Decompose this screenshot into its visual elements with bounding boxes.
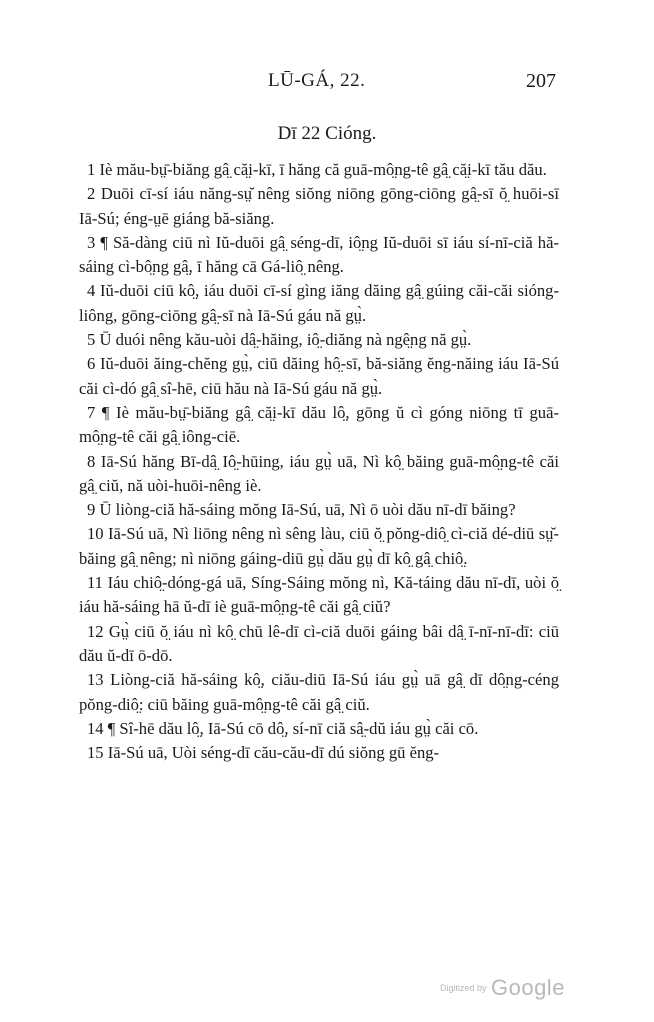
verse-14: 14 ¶ Sî-hē dău lô̤, Iā-Sú cō dô̤, sí-nī ciă sâ̤-dŭ iáu gṳ̀ căi cō.: [87, 718, 479, 738]
verse-12: 12 Gṳ̀ ciū ŏ̤ iáu nì kô̤ chū lê-dī cì-ciă duōi gáing bâi dâ̤ ī-nī-nī-dī: ciū dău ŭ-dī ō-dō.: [79, 621, 559, 665]
verse-10: 10 Iā-Sú uā, Nì liōng nêng nì sêng làu, ciū ŏ̤ pŏng-diô̤ cì-ciă dé-diū sṳ̆-băing gâ̤ nêng; nì niōng gáing-diū gṳ̀ dău gṳ̀ dī kô̤ gâ̤ chiô̤.: [79, 524, 559, 568]
running-head: LŪ-GÁ, 22.: [268, 70, 366, 91]
verse-1: 1 Iè mău-bṳ̄-biăng gâ̤ că̤i-kī, ī hăng că guā-mô̤ng-tê gâ̤ că̤i-kī tău dău.: [87, 160, 547, 179]
page-number: 207: [526, 70, 556, 92]
verse-5: 5 Ū duói nêng kău-uòi dâ̤-hăing, iô̤-diăng nà ngê̤ng nă gṳ̀.: [87, 330, 472, 350]
verse-2: 2 Duōi cī-sí iáu năng-sṳ̆ nêng siŏng niōng gōng-ciōng gâ̤-sī ŏ̤ huōi-sī Iā-Sú; éng-ṳē giáng bă-siăng.: [79, 184, 559, 228]
verse-15: 15 Iā-Sú uā, Uòi séng-dī cău-cău-dī dú siŏng gū ĕng-: [87, 743, 440, 763]
verse-13: 13 Liòng-ciă hă-sáing kô̤, ciău-diū Iā-Sú iáu gṳ̀ uā gâ̤ dī dô̤ng-céng pŏng-diô̤: ciū băing guā-mô̤ng-tê căi gâ̤ ciŭ.: [79, 670, 559, 714]
google-logo: Google: [490, 975, 565, 1000]
verse-11: 11 Iáu chiô̤-dóng-gá uā, Síng-Sáing mŏng nì, Kă-táing dău nī-dī, uòi ŏ̤ iáu hă-sáing hā ŭ-dī iè guā-mô̤ng-tê căi gâ̤ ciŭ?: [79, 573, 559, 617]
verse-3: 3 ¶ Să-dàng ciū nì Iŭ-duōi gâ̤ séng-dī, iô̤ng Iŭ-duōi sī iáu sí-nī-ciă hă-sáing cì-bô̤ng gâ̤, ī hăng cā Gá-liô̤ nêng.: [79, 232, 559, 277]
verse-4: 4 Iŭ-duōi ciū kô̤, iáu duōi cī-sí gìng iăng dăing gâ̤ gúing căi-căi sióng-liông, gōng-ciōng gâ̤-sī nà Iā-Sú gáu nă gṳ̀.: [79, 281, 559, 325]
chapter-title: Dī 22 Cióng.: [277, 123, 377, 144]
verse-8: 8 Iā-Sú hăng Bī-dâ̤ Iô̤-hūing, iáu gṳ̀ uā, Nì kô̤ băing guā-mô̤ng-tê căi gâ̤ ciŭ, nă uòi-huōi-nêng iè.: [79, 451, 559, 495]
watermark-prefix: Digitized by: [440, 983, 487, 993]
page-header: [0, 70, 654, 100]
verse-7: 7 ¶ Iè mău-bṳ̄-biăng gâ̤ că̤i-kī dău lô̤, gōng ŭ cì góng niōng tī guā-mô̤ng-tê căi gâ̤ iông-ciē.: [79, 402, 559, 447]
verse-list: [79, 158, 559, 765]
google-watermark: [440, 975, 565, 1001]
verse-6: 6 Iŭ-duōi ăing-chĕng gṳ̀, ciū dăing hô̤-sī, bă-siăng ĕng-năing iáu Iā-Sú căi cì-dó gâ̤ sî-hē, ciū hău nà Iā-Sú gáu nă gṳ̀.: [79, 354, 559, 398]
verse-9: 9 Ū liòng-ciă hă-sáing mŏng Iā-Sú, uā, Nì ō uòi dău nī-dī băing?: [87, 500, 516, 520]
